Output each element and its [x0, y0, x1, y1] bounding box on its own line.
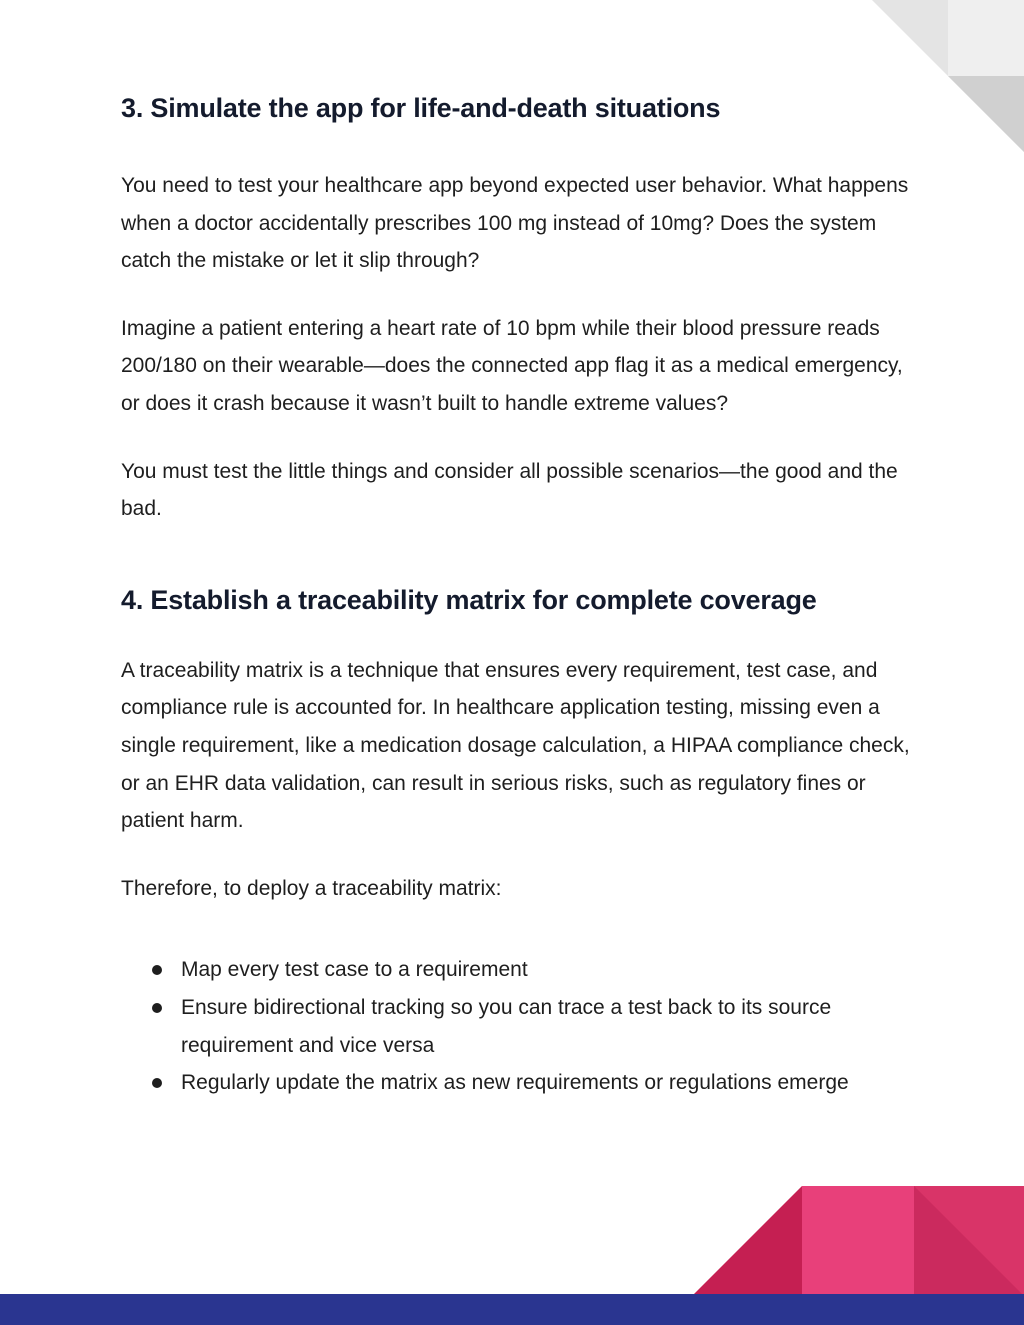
section-3-paragraph-3: You must test the little things and consider all possible scenarios—the good and the bad. — [121, 459, 898, 521]
list-item-text: Regularly update the matrix as new requirements or regulations emerge — [181, 1071, 849, 1095]
section-3-heading: 3. Simulate the app for life-and-death situations — [121, 93, 721, 123]
list-item — [121, 989, 911, 1064]
list-item — [121, 951, 911, 989]
bullet-icon — [152, 1003, 162, 1013]
footer-triangle-crimson — [694, 1186, 802, 1294]
bullet-icon — [152, 965, 162, 975]
footer-block-magenta — [914, 1186, 1024, 1294]
footer-block-pink — [802, 1186, 914, 1294]
section-3-paragraph-1: You need to test your healthcare app beyond expected user behavior. What happens when a doctor accidentally prescribes 100 mg instead of 10mg? Does the system catch the mistake or let it slip through? — [121, 174, 909, 273]
section-4-paragraph-2: Therefore, to deploy a traceability matrix: — [121, 876, 502, 900]
bullet-list — [121, 951, 911, 1101]
corner-square-light — [948, 0, 1024, 76]
list-item — [121, 1064, 911, 1102]
footer-bar — [0, 1294, 1024, 1325]
corner-triangle-dark — [948, 76, 1024, 152]
list-item-text: Ensure bidirectional tracking so you can trace a test back to its source requirement and vice versa — [181, 995, 832, 1057]
footer-shade — [914, 1186, 1024, 1296]
document-content — [121, 88, 911, 1102]
section-4-paragraph-1: A traceability matrix is a technique that ensures every requirement, test case, and compliance rule is accounted for. In healthcare application testing, missing even a single requirement, like a medication dosage calculation, a HIPAA compliance check, or an EHR data validation, can result in serious risks, such as regulatory fines or patient harm. — [121, 658, 910, 833]
section-3-paragraph-2: Imagine a patient entering a heart rate of 10 bpm while their blood pressure reads 200/180 on their wearable—does the connected app flag it as a medical emergency, or does it crash because it wasn’t built to handle extreme values? — [121, 316, 903, 415]
bullet-icon — [152, 1078, 162, 1088]
list-item-text: Map every test case to a requirement — [181, 958, 528, 982]
section-4-heading: 4. Establish a traceability matrix for complete coverage — [121, 584, 817, 615]
